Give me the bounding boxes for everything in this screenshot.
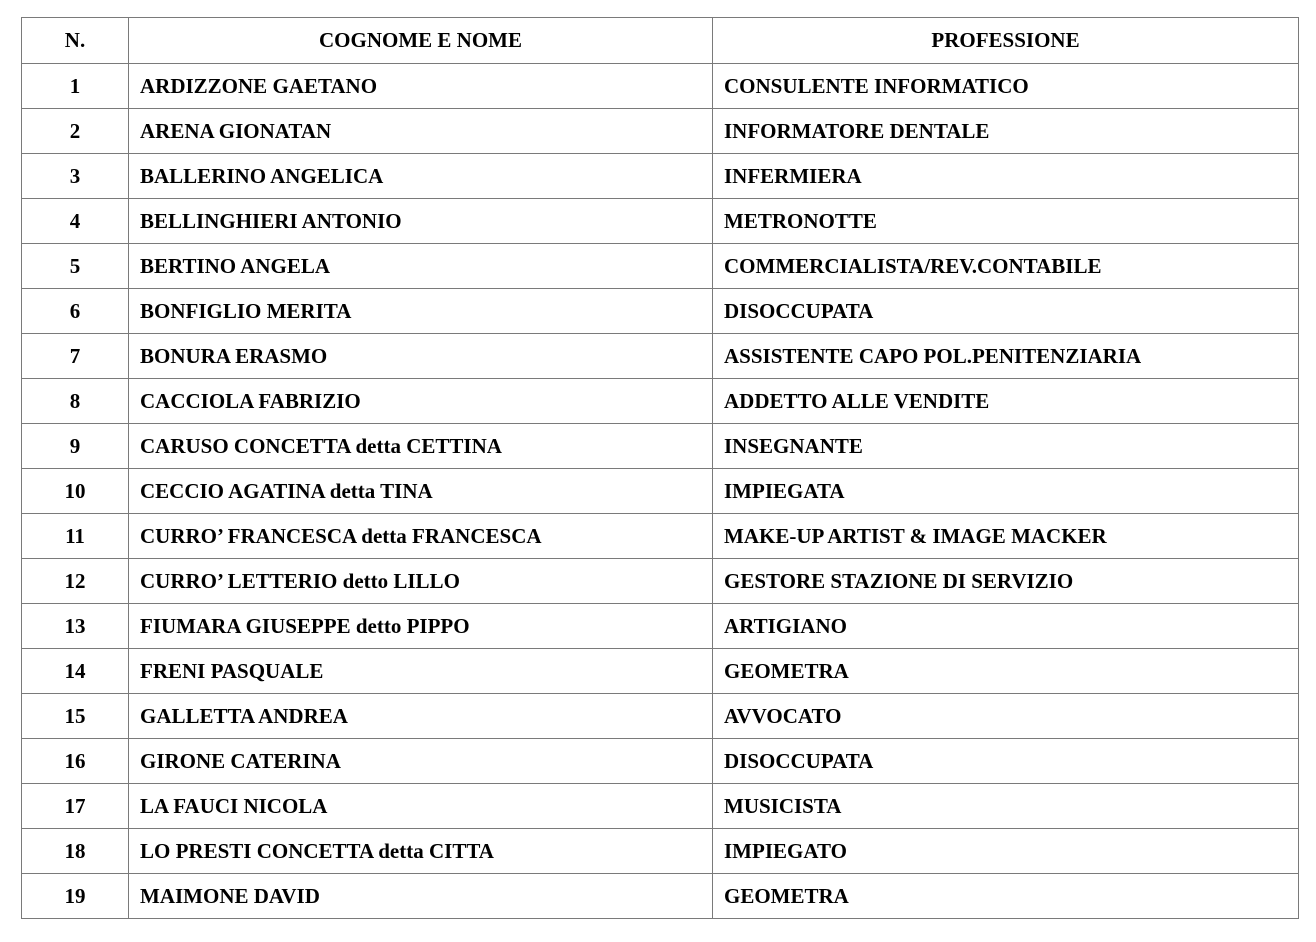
row-number: 13 [22, 604, 129, 649]
row-profession: ARTIGIANO [713, 604, 1299, 649]
row-profession: GEOMETRA [713, 874, 1299, 919]
table-row [22, 199, 1299, 244]
header-name: COGNOME E NOME [129, 18, 713, 64]
table-row [22, 829, 1299, 874]
table-row [22, 109, 1299, 154]
table-row [22, 559, 1299, 604]
row-number: 16 [22, 739, 129, 784]
row-name: ARDIZZONE GAETANO [129, 64, 713, 109]
row-profession: CONSULENTE INFORMATICO [713, 64, 1299, 109]
row-number: 5 [22, 244, 129, 289]
row-number: 2 [22, 109, 129, 154]
table-row [22, 154, 1299, 199]
row-number: 10 [22, 469, 129, 514]
row-name: CACCIOLA FABRIZIO [129, 379, 713, 424]
table-row [22, 469, 1299, 514]
row-name: FRENI PASQUALE [129, 649, 713, 694]
row-number: 17 [22, 784, 129, 829]
row-number: 19 [22, 874, 129, 919]
table-row [22, 379, 1299, 424]
row-name: GALLETTA ANDREA [129, 694, 713, 739]
row-number: 11 [22, 514, 129, 559]
row-name: BONFIGLIO MERITA [129, 289, 713, 334]
row-profession: METRONOTTE [713, 199, 1299, 244]
row-name: LO PRESTI CONCETTA detta CITTA [129, 829, 713, 874]
row-profession: IMPIEGATA [713, 469, 1299, 514]
row-number: 8 [22, 379, 129, 424]
row-profession: ASSISTENTE CAPO POL.PENITENZIARIA [713, 334, 1299, 379]
table-row [22, 289, 1299, 334]
row-profession: MUSICISTA [713, 784, 1299, 829]
table-row [22, 244, 1299, 289]
row-name: ARENA GIONATAN [129, 109, 713, 154]
row-profession: COMMERCIALISTA/REV.CONTABILE [713, 244, 1299, 289]
table-header-row [22, 18, 1299, 64]
row-name: LA FAUCI NICOLA [129, 784, 713, 829]
row-profession: DISOCCUPATA [713, 739, 1299, 784]
candidates-table-container [21, 17, 1298, 919]
row-name: CURRO’ LETTERIO detto LILLO [129, 559, 713, 604]
row-number: 15 [22, 694, 129, 739]
row-profession: IMPIEGATO [713, 829, 1299, 874]
row-number: 6 [22, 289, 129, 334]
row-number: 7 [22, 334, 129, 379]
row-number: 12 [22, 559, 129, 604]
row-number: 9 [22, 424, 129, 469]
table-row [22, 334, 1299, 379]
row-name: CECCIO AGATINA detta TINA [129, 469, 713, 514]
row-profession: GEOMETRA [713, 649, 1299, 694]
row-number: 18 [22, 829, 129, 874]
header-profession: PROFESSIONE [713, 18, 1299, 64]
table-body [22, 64, 1299, 919]
row-name: FIUMARA GIUSEPPE detto PIPPO [129, 604, 713, 649]
row-number: 1 [22, 64, 129, 109]
table-header [22, 18, 1299, 64]
row-number: 3 [22, 154, 129, 199]
row-profession: INFORMATORE DENTALE [713, 109, 1299, 154]
row-profession: INFERMIERA [713, 154, 1299, 199]
row-name: GIRONE CATERINA [129, 739, 713, 784]
row-profession: AVVOCATO [713, 694, 1299, 739]
table-row [22, 739, 1299, 784]
row-name: BERTINO ANGELA [129, 244, 713, 289]
table-row [22, 64, 1299, 109]
row-profession: DISOCCUPATA [713, 289, 1299, 334]
table-row [22, 604, 1299, 649]
table-row [22, 424, 1299, 469]
row-name: BALLERINO ANGELICA [129, 154, 713, 199]
row-name: CARUSO CONCETTA detta CETTINA [129, 424, 713, 469]
header-number: N. [22, 18, 129, 64]
table-row [22, 514, 1299, 559]
row-number: 4 [22, 199, 129, 244]
row-name: BELLINGHIERI ANTONIO [129, 199, 713, 244]
row-name: CURRO’ FRANCESCA detta FRANCESCA [129, 514, 713, 559]
table-row [22, 874, 1299, 919]
candidates-table [21, 17, 1299, 919]
table-row [22, 784, 1299, 829]
table-row [22, 649, 1299, 694]
row-profession: GESTORE STAZIONE DI SERVIZIO [713, 559, 1299, 604]
table-row [22, 694, 1299, 739]
row-name: MAIMONE DAVID [129, 874, 713, 919]
row-profession: INSEGNANTE [713, 424, 1299, 469]
row-name: BONURA ERASMO [129, 334, 713, 379]
row-profession: ADDETTO ALLE VENDITE [713, 379, 1299, 424]
row-profession: MAKE-UP ARTIST & IMAGE MACKER [713, 514, 1299, 559]
row-number: 14 [22, 649, 129, 694]
